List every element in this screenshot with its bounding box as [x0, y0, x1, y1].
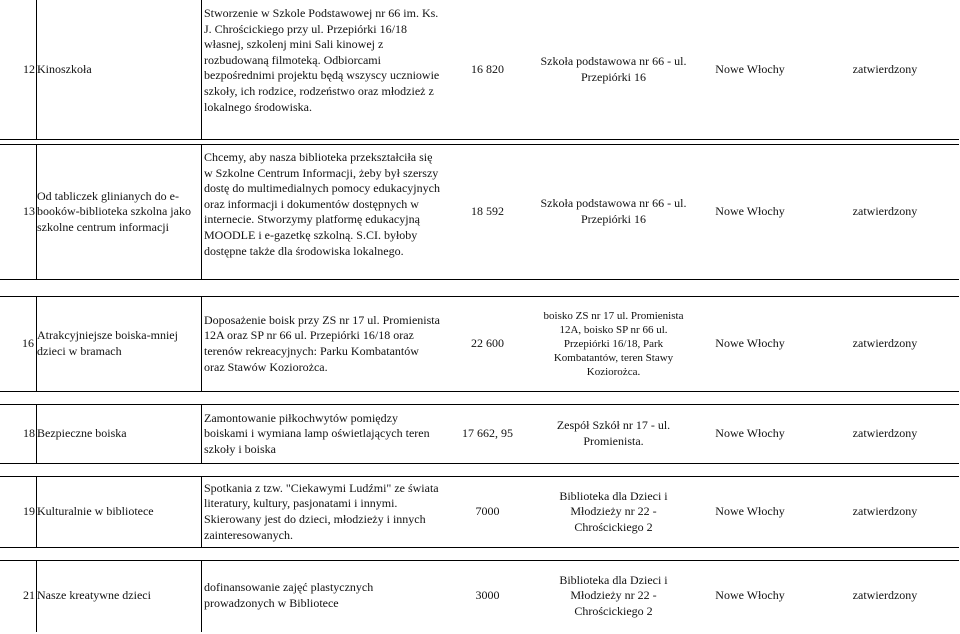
status-badge: zatwierdzony	[852, 62, 918, 77]
table-row	[0, 296, 960, 392]
project-amount: 16 820	[471, 62, 504, 77]
table-row	[0, 404, 960, 464]
project-amount: 7000	[475, 504, 500, 519]
project-amount: 3000	[475, 588, 500, 603]
project-district: Nowe Włochy	[715, 426, 785, 441]
project-district: Nowe Włochy	[715, 588, 785, 603]
project-name: Nasze kreatywne dzieci	[37, 588, 151, 603]
project-amount: 18 592	[471, 204, 504, 219]
project-description: Doposażenie boisk przy ZS nr 17 ul. Promienista 12A oraz SP nr 66 ul. Przepiórki 16/18 oraz terenów rekreacyjnych: Parku Kombatantów oraz Stawów Koziorożca.	[204, 312, 440, 374]
project-description: Chcemy, aby nasza biblioteka przekształciła się w Szkolne Centrum Informacji, żeby był szerszy dostę do multimedialnych pomocy edukacyjnych oraz informacji i dokumentów dostępnych w internecie. Stworzymy platformę edukacyjną MOODLE i e-gazetkę szkolną. S.CI. byłoby dostępne także dla środowiska lokalnego.	[204, 150, 440, 258]
project-amount: 22 600	[471, 336, 504, 351]
row-number: 13	[23, 204, 35, 219]
project-location: Biblioteka dla Dzieci i Młodzieży nr 22 - Chrościckiego 2	[559, 488, 668, 534]
project-location: Biblioteka dla Dzieci i Młodzieży nr 22 - Chrościckiego 2	[559, 572, 668, 618]
project-description: Stworzenie w Szkole Podstawowej nr 66 im. Ks. J. Chrościckiego przy ul. Przepiórki 16/18 własnej, szkolenj mini Sali kinowej z rozbudowaną filmoteką. Odbiorcami bezpośrednimi projektu będą wszyscy uczniowie szkoły, ich rodzice, rodzeństwo oraz młodzież z lokalnego środowiska.	[204, 6, 440, 114]
status-badge: zatwierdzony	[852, 426, 918, 441]
table-row	[0, 476, 960, 548]
project-name: Bezpieczne boiska	[37, 426, 127, 441]
project-amount: 17 662, 95	[462, 426, 513, 441]
row-number: 19	[23, 504, 35, 519]
table-row	[0, 144, 960, 280]
row-number: 21	[23, 588, 35, 603]
project-district: Nowe Włochy	[715, 336, 785, 351]
project-description: Zamontowanie piłkochwytów pomiędzy boiskami i wymiana lamp oświetlających teren szkoły i boiska	[204, 410, 430, 456]
table-row	[0, 560, 960, 632]
row-number: 16	[22, 336, 34, 351]
project-location: boisko ZS nr 17 ul. Promienista 12A, boisko SP nr 66 ul. Przepiórki 16/18, Park Kombatantów, teren Stawy Koziorożca.	[543, 310, 684, 378]
project-location: Zespół Szkół nr 17 - ul. Promienista.	[556, 418, 671, 448]
status-badge: zatwierdzony	[852, 336, 918, 351]
row-number: 18	[23, 426, 35, 441]
status-badge: zatwierdzony	[852, 588, 918, 603]
project-district: Nowe Włochy	[715, 504, 785, 519]
project-name: Od tabliczek glinianych do e-booków-biblioteka szkolna jako szkolne centrum informacji	[37, 188, 191, 234]
project-district: Nowe Włochy	[715, 204, 785, 219]
project-district: Nowe Włochy	[715, 62, 785, 77]
row-number: 12	[23, 62, 35, 77]
table-row	[0, 0, 960, 140]
project-name: Kulturalnie w bibliotece	[37, 504, 154, 519]
status-badge: zatwierdzony	[852, 204, 918, 219]
project-name: Kinoszkoła	[37, 62, 92, 77]
project-description: dofinansowanie zajęć plastycznych prowadzonych w Bibliotece	[204, 580, 374, 610]
project-description: Spotkania z tzw. "Ciekawymi Ludźmi" ze świata literatury, kultury, pasjonatami i innymi. Skierowany jest do dzieci, młodzieży i innych zainteresowanych.	[204, 480, 439, 542]
project-location: Szkoła podstawowa nr 66 - ul. Przepiórki 16	[540, 196, 687, 226]
project-name: Atrakcyjniejsze boiska-mniej dzieci w bramach	[37, 328, 178, 358]
project-location: Szkoła podstawowa nr 66 - ul. Przepiórki 16	[540, 54, 687, 84]
status-badge: zatwierdzony	[852, 504, 918, 519]
